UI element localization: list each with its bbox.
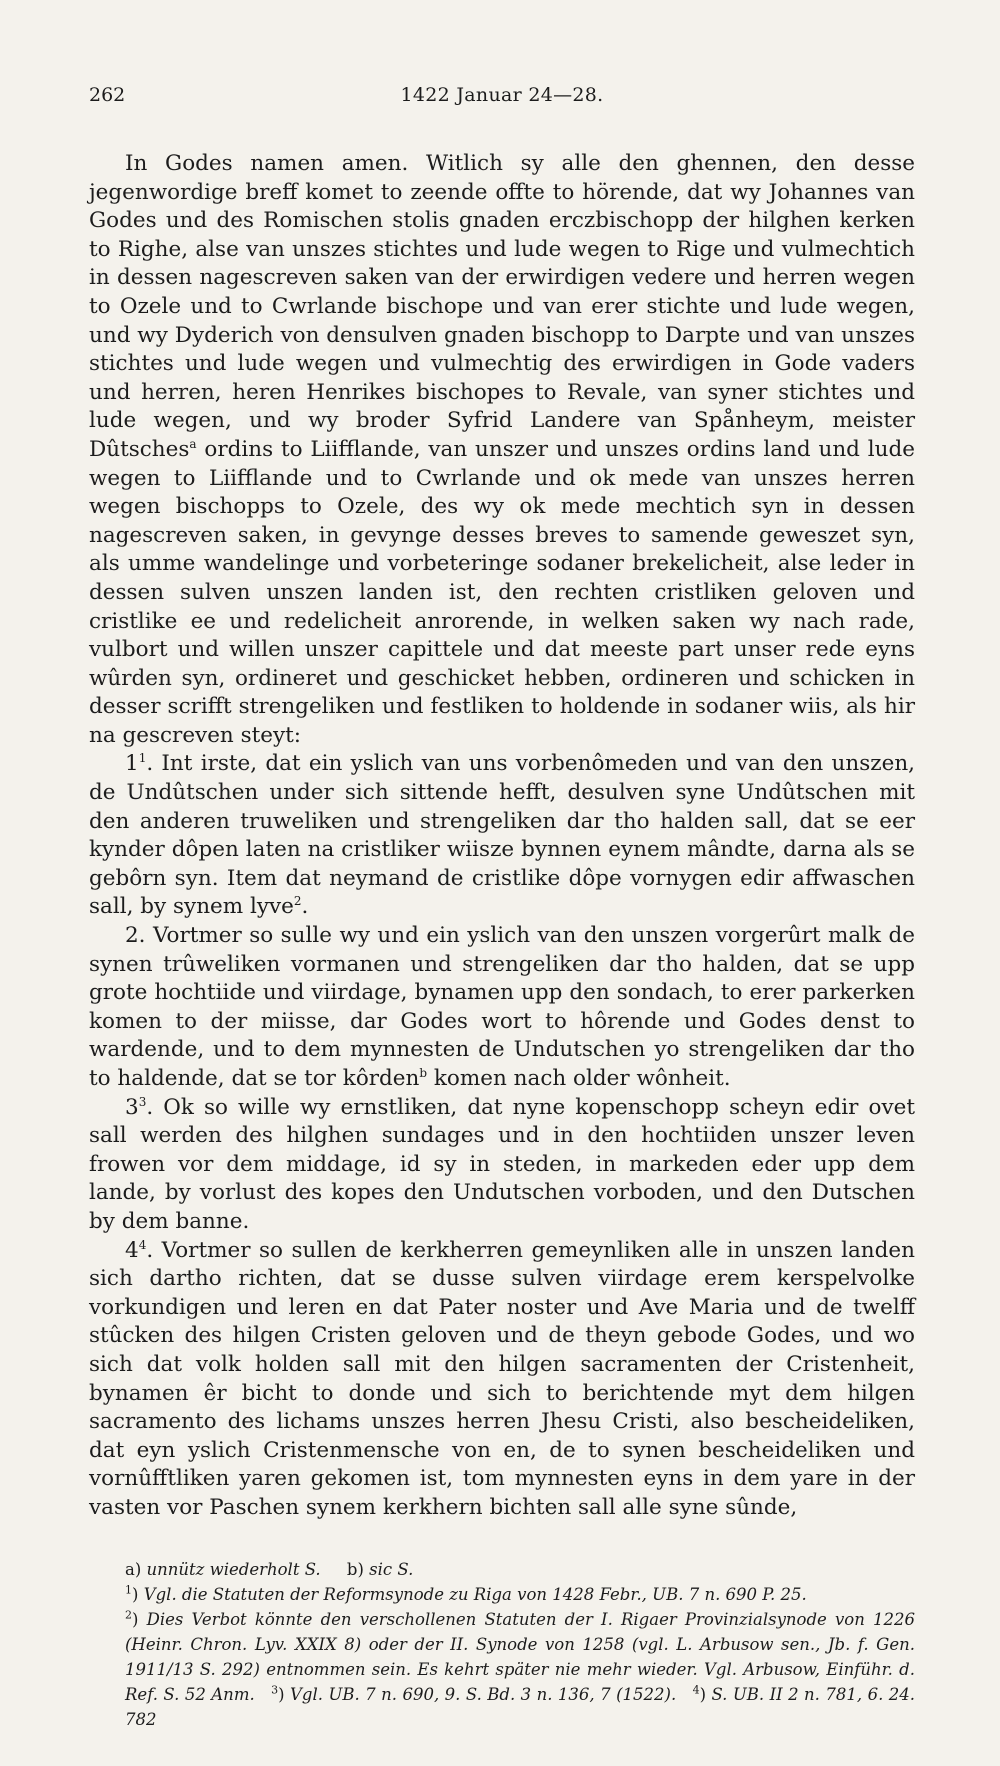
footnote-1: $^1$) Vgl. die Statuten der Reformsynode zu Riga von 1428 Febr., UB. 7 n. 690 P. 25. [125,1583,807,1604]
textual-note-b: sic S. [369,1559,414,1579]
section-3 [89,1094,915,1237]
section-2 [89,922,915,1094]
footnote-3-number: 3 [271,1683,279,1696]
running-head: 1422 Januar 24—28. [400,84,604,106]
document-text [89,150,915,1523]
footnotes [89,1557,915,1732]
footnote-2-text: Dies Verbot könnte den verschollenen Statuten der I. Rigaer Provinzialsynode von 1226 (Heinr. Chron. Lyv. XXIX 8) oder der II. Synode von 1258 (vgl. L. Arbusow sen., Jb. f. Gen. 1911/13 S. 292) entnommen sein. Es kehrt später nie mehr wieder. Vgl. Arbusow, Einführ. d. Ref. S. 52 Anm. [125,1609,915,1704]
textual-note-b-label: b) [346,1559,364,1579]
section-3-text: . Ok so wille wy ernstliken, dat nyne kopenschopp scheyn edir ovet sall werden des hilghen sundages und in den hochtiiden unszer leven frowen vor dem middage, id sy in steden, in markeden eder upp dem lande, by vorlust des kopes den Undutschen vorboden, und den Dutschen by dem banne. [89,1094,915,1234]
footnote-1-number: 1 [125,1583,132,1596]
section-4 [89,1237,915,1523]
book-page [89,84,915,1732]
note-ref-3: 3 [138,1094,147,1109]
section-4-text: . Vortmer so sullen de kerkherren gemeynliken alle in unszen landen sich dartho richten, dat se dusse sulven viirdage erem kerspelvolke vorkundigen und leren en dat Pater noster und Ave Maria und de twelff stûcken des hilgen Cristen geloven und de theyn gebode Godes, und wo sich dat volk holden sall mit den hilgen sacramenten der Cristenheit, bynamen êr bicht to donde und sich to berichtende myt dem hilgen sacramento des lichams unszes herren Jhesu Cristi, also bescheideliken, dat eyn yslich Cristenmensche von en, de to synen bescheideliken und vornûfftliken yaren gekomen ist, tom mynnesten eyns in dem yare in der vasten vor Paschen synem kerkhern bichten sall alle syne sûnde, [89,1237,915,1520]
section-2-text-b: komen nach older wônheit. [427,1066,731,1091]
intro-text-a: In Godes namen amen. Witlich sy alle den ghennen, den desse jegenwordige breff komet to zeende offte to hörende, dat wy Johannes van Godes und des Romischen stolis gnaden erczbischopp der hilghen kerken to Righe, alse van unszes stichtes und lude wegen to Rige und vulmechtich in dessen nagescreven saken van der erwirdigen vedere und herren wegen to Ozele und to Cwrlande bischope und van erer stichte und lude wegen, und wy Dyderich von densulven gnaden bischopp to Darpte und van unszes stichtes und lude wegen und vulmechtig des erwirdigen in Gode vaders und herren, heren Henrikes bischopes to Revale, van syner stichtes und lude wegen, und wy broder Syfrid Landere van Spånheym, meister Dûtsches [89,151,915,462]
note-ref-2: 2 [293,894,302,909]
textual-notes [89,1557,915,1582]
footnote-2-number: 2 [125,1608,132,1621]
section-1-text-b: . [301,894,309,920]
footnote-2: $^2$) Dies Verbot könnte den verschollenen Statuten der I. Rigaer Provinzialsynode von 1226 (Heinr. Chron. Lyv. XXIX 8) oder der II. Synode von 1258 (vgl. L. Arbusow sen., Jb. f. Gen. 1911/13 S. 292) entnommen sein. Es kehrt später nie mehr wieder. Vgl. Arbusow, Einführ. d. Ref. S. 52 Anm. $^3$) Vgl. UB. 7 n. 690, 9. S. Bd. 3 n. 136, 7 (1522). $^4$) S. UB. II 2 n. 781, 6. 24. 782 [125,1608,916,1729]
section-4-number: 4 [125,1237,139,1263]
section-1-number: 1 [125,751,139,777]
footnote-3-text: Vgl. UB. 7 n. 690, 9. S. Bd. 3 n. 136, 7 (1522). [290,1684,677,1704]
intro-paragraph [89,150,915,750]
footnote-1-text: Vgl. die Statuten der Reformsynode zu Riga von 1428 Febr., UB. 7 n. 690 P. 25. [143,1584,807,1604]
footnote-4-number: 4 [692,1683,700,1696]
page-header [89,84,915,112]
footnote-marker-a: a [189,436,197,451]
note-ref-4: 4 [138,1237,147,1252]
section-1 [89,750,915,922]
textual-note-a: unnütz wiederholt S. [146,1559,321,1579]
footnote-4-text: S. UB. II 2 n. 781, 6. 24. 782 [125,1684,916,1729]
note-ref-1: 1 [138,751,147,766]
intro-text-b: ordins to Liifflande, van unszer und unszes ordins land und lude wegen to Liifflande und to Cwrlande und ok mede van unszes herren wegen bischopps to Ozele, des wy ok mede mechtich syn in dessen nagescreven saken, in gevynge desses breves to samende geweszet syn, als umme wandelinge und vorbeteringe sodaner brekelicheit, alse leder in dessen sulven unszen landen ist, den rechten cristliken geloven und cristlike ee und redelicheit anrorende, in welken saken wy nach rade, vulbort und willen unszer capittele und dat meeste part unser rede eyns wûrden syn, ordineret und geschicket hebben, ordineren und schicken in desser scrifft strengeliken und festliken to holdende in sodaner wiis, als hir na gescreven steyt: [89,436,915,748]
section-3-number: 3 [125,1094,139,1120]
section-2-text: 2. Vortmer so sulle wy und ein yslich van den unszen vorgerûrt malk de synen trûweliken vormanen und strengeliken dar tho halden, dat se upp grote hochtiide und viirdage, bynamen upp den sondach, to erer parkerken komen to der miisse, dar Godes wort to hôrende und Godes denst to wardende, und to dem mynnesten de Undutschen yo strengeliken dar tho to haldende, dat se tor kôrden [89,923,915,1091]
section-1-text-a: . Int irste, dat ein yslich van uns vorbenômeden und van den unszen, de Undûtschen under sich sittende hefft, desulven syne Undûtschen mit den anderen truweliken und strengeliken dar tho halden sall, dat se eer kynder dôpen laten na cristliker wiisze bynnen eynem mândte, darna als se gebôrn syn. Item dat neymand de cristlike dôpe vornygen edir affwaschen sall, by synem lyve [89,751,915,920]
page-number: 262 [89,84,126,106]
footnote-marker-b: b [419,1065,428,1080]
textual-note-a-label: a) [125,1559,142,1579]
